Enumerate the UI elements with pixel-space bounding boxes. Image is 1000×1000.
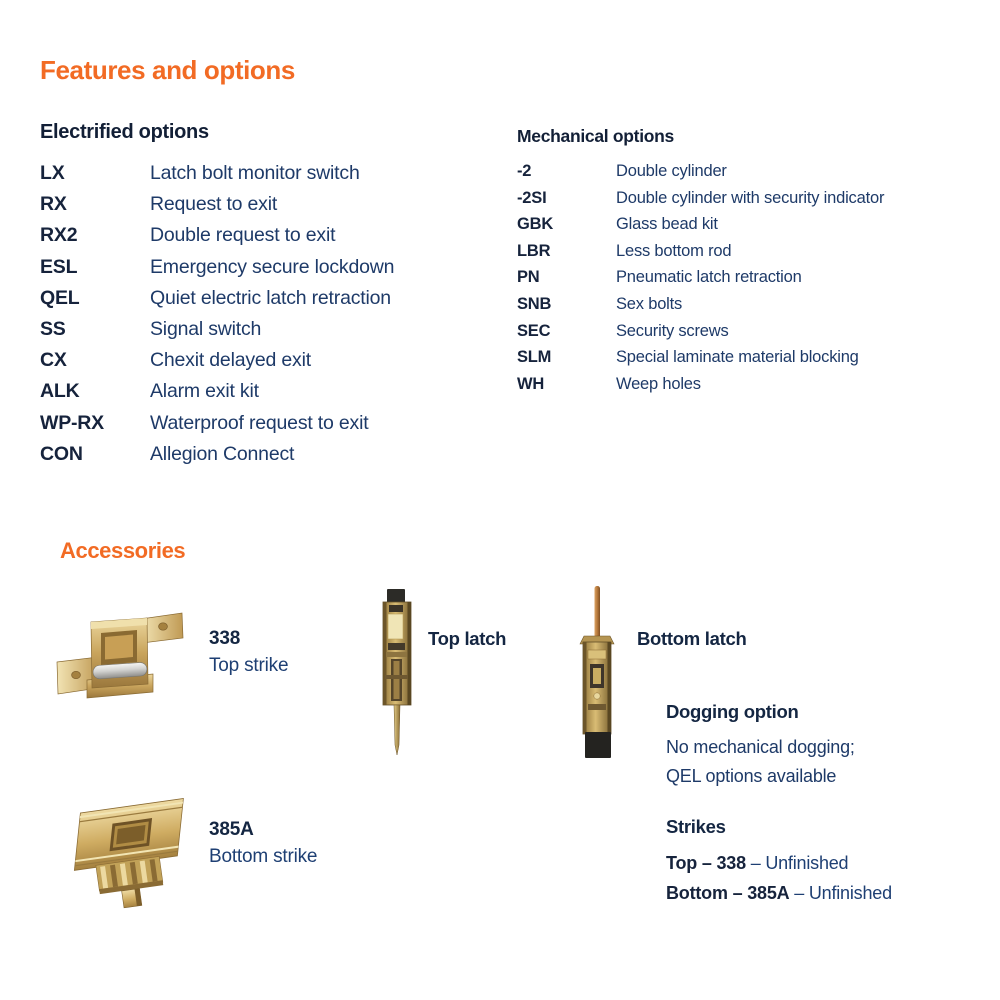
electrified-options-list [40, 158, 500, 470]
option-code: ALK [40, 380, 80, 403]
option-code: GBK [517, 215, 554, 234]
option-desc: Waterproof request to exit [150, 411, 369, 434]
top-latch-image [374, 587, 420, 759]
bottom-strike-385a-image [56, 795, 198, 919]
option-code: LX [40, 162, 65, 184]
option-desc: Security screws [616, 321, 729, 340]
dogging-option-block [666, 701, 855, 790]
option-code: ESL [40, 255, 78, 278]
page-title: Features and options [40, 55, 295, 85]
bottom-strike-name: Bottom strike [209, 846, 318, 867]
electrified-options-heading: Electrified options [40, 121, 209, 143]
option-desc: Latch bolt monitor switch [150, 162, 360, 184]
bottom-strike-385a-label [209, 817, 317, 870]
option-code: SLM [517, 348, 552, 367]
option-desc: Allegion Connect [150, 442, 295, 465]
option-code: -2SI [517, 188, 547, 207]
option-code: WH [517, 374, 545, 393]
option-desc: Request to exit [150, 193, 278, 216]
top-strike-name: Top strike [209, 655, 289, 676]
strikes-bottom-line [666, 878, 892, 908]
top-latch-label: Top latch [428, 628, 507, 649]
option-desc: Pneumatic latch retraction [616, 268, 802, 287]
bottom-latch-label: Bottom latch [637, 628, 747, 649]
option-code: QEL [40, 286, 80, 309]
option-desc: Double cylinder [616, 162, 727, 180]
option-code: PN [517, 268, 540, 287]
option-desc: Double cylinder with security indicator [616, 188, 885, 207]
option-code: SEC [517, 321, 551, 340]
option-desc: Weep holes [616, 374, 701, 393]
option-code: WP-RX [40, 411, 104, 434]
option-code: LBR [517, 241, 551, 260]
option-code: CON [40, 442, 83, 465]
option-desc: Alarm exit kit [150, 380, 259, 403]
option-desc: Emergency secure lockdown [150, 255, 395, 278]
option-desc: Chexit delayed exit [150, 349, 311, 372]
strikes-top-bold: Top – 338 [666, 853, 746, 873]
option-code: -2 [517, 162, 532, 180]
option-desc: Double request to exit [150, 224, 336, 247]
accessories-heading: Accessories [60, 538, 186, 563]
bottom-strike-code: 385A [209, 819, 254, 840]
top-strike-338-image [55, 610, 189, 704]
dogging-line-1: No mechanical dogging; [666, 737, 855, 757]
option-desc: Quiet electric latch retraction [150, 286, 391, 309]
strikes-top-finish: – Unfinished [745, 853, 849, 873]
mechanical-options-section [517, 126, 987, 397]
dogging-line-2: QEL options available [666, 765, 837, 786]
strikes-block [666, 816, 892, 908]
option-code: RX [40, 193, 67, 216]
bottom-latch-image [572, 584, 622, 762]
top-strike-338-label [209, 626, 288, 679]
strikes-top-line [666, 848, 892, 878]
strikes-bottom-bold: Bottom – 385A [666, 883, 790, 903]
mechanical-options-list [517, 158, 987, 397]
option-desc: Special laminate material blocking [616, 348, 859, 367]
strikes-bottom-finish: – Unfinished [789, 883, 892, 903]
option-desc: Less bottom rod [616, 241, 732, 260]
option-code: RX2 [40, 224, 78, 247]
option-desc: Sex bolts [616, 294, 683, 313]
electrified-options-section [40, 121, 500, 470]
option-code: SNB [517, 294, 552, 313]
dogging-option-heading: Dogging option [666, 701, 799, 722]
strikes-heading: Strikes [666, 816, 726, 837]
mechanical-options-heading: Mechanical options [517, 126, 674, 146]
option-desc: Signal switch [150, 318, 262, 341]
option-code: CX [40, 349, 67, 372]
option-code: SS [40, 318, 66, 341]
option-desc: Glass bead kit [616, 215, 718, 234]
top-strike-code: 338 [209, 628, 241, 649]
